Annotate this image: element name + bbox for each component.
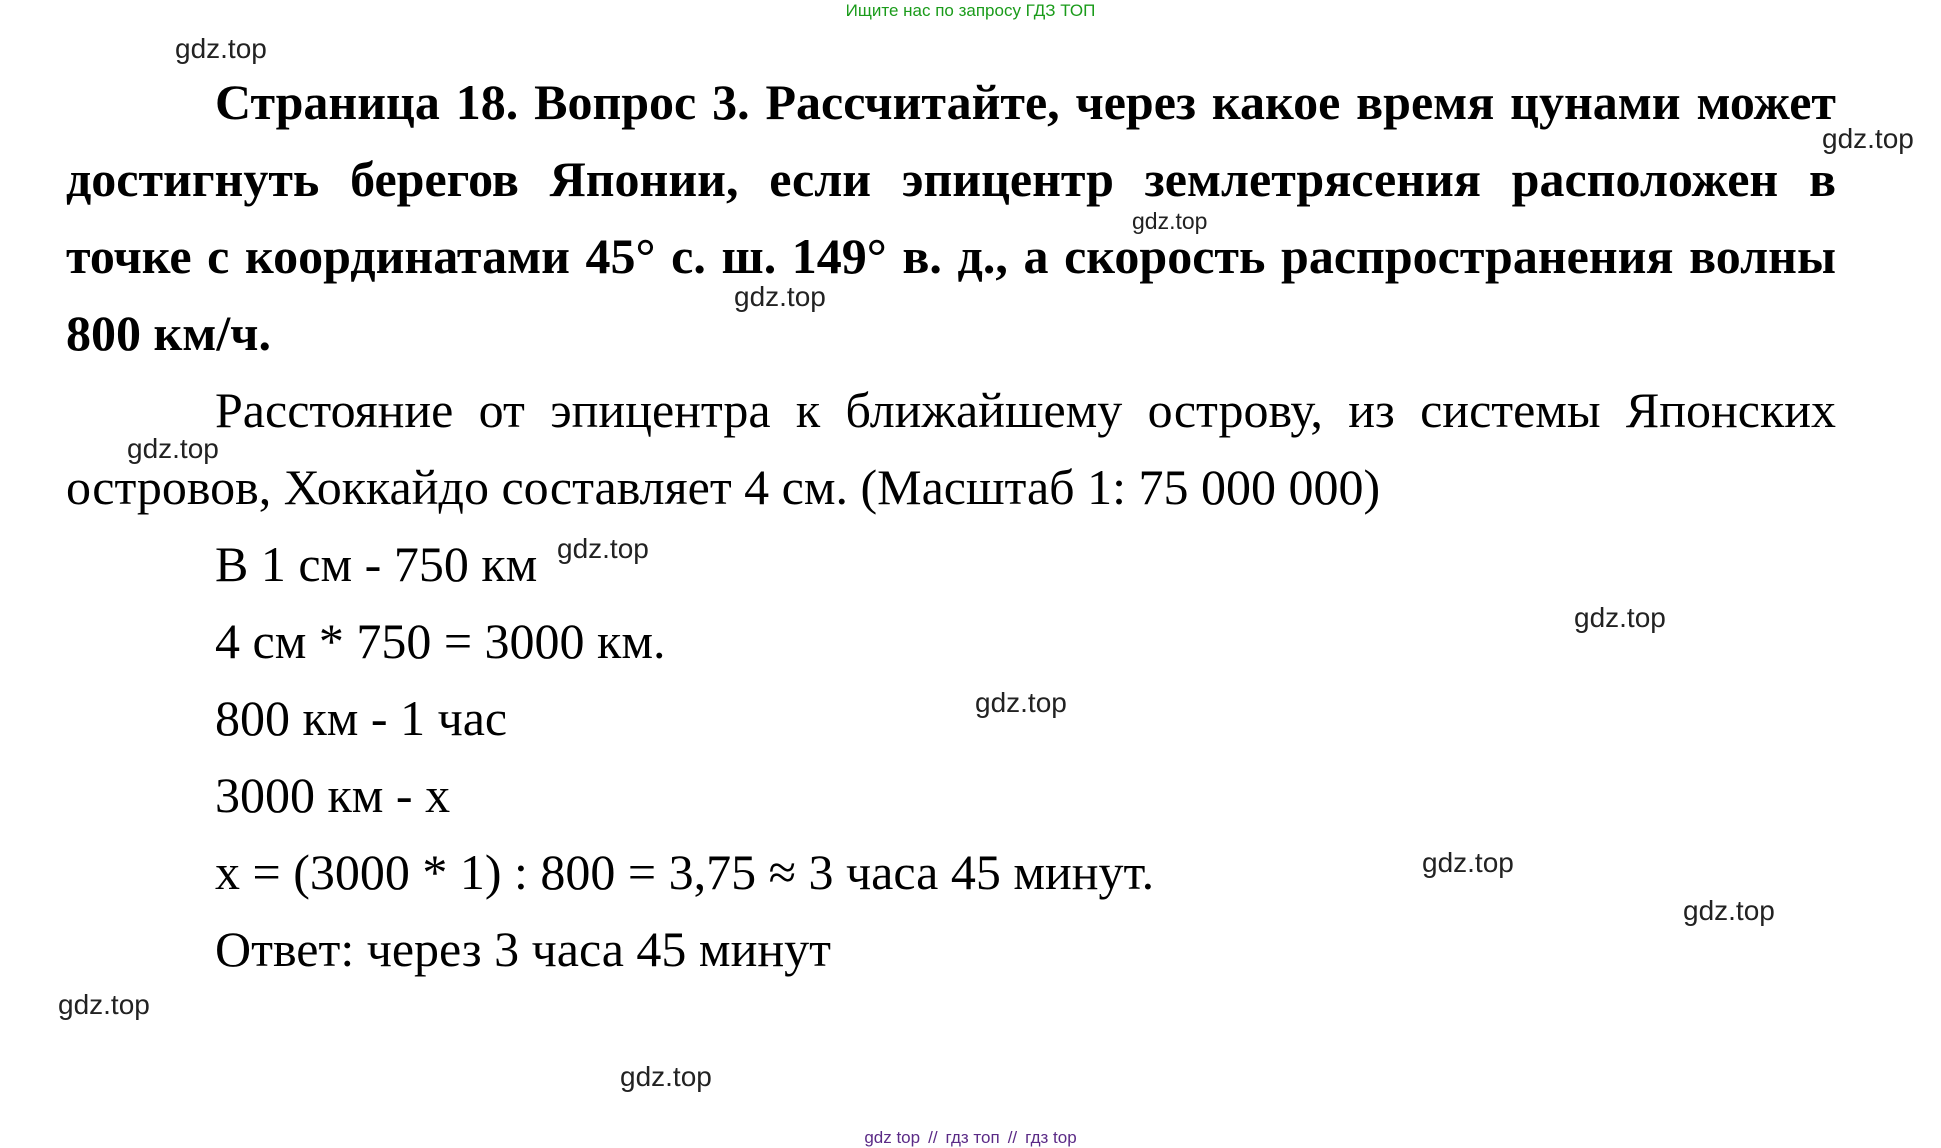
page-content: [66, 64, 1836, 988]
question-text: Страница 18. Вопрос 3. Рассчитайте, через какое время цунами может достигнуть берегов Японии, если эпицентр землетрясения расположен в точке с координатами 45° с. ш. 149° в. д., а скорость распространения волны 800 км/ч.: [66, 74, 1836, 361]
watermark: gdz.top: [975, 687, 1067, 718]
footer-links: [0, 1128, 1941, 1148]
calc-line-1: В 1 см - 750 км: [215, 536, 538, 592]
answer-paragraph: Расстояние от эпицентра к ближайшему острову, из системы Японских островов, Хоккайдо составляет 4 см. (Масштаб 1: 75 000 000): [66, 382, 1836, 515]
calc-line-5: х = (3000 * 1) : 800 = 3,75 ≈ 3 часа 45 минут.: [215, 844, 1155, 900]
footer-separator: //: [1007, 1128, 1018, 1147]
watermark: gdz.top: [557, 533, 649, 564]
calc-line-4: 3000 км - х: [215, 767, 451, 823]
watermark: gdz.top: [734, 281, 826, 312]
search-banner: Ищите нас по запросу ГДЗ ТОП: [845, 1, 1096, 20]
watermark: gdz.top: [1574, 602, 1666, 633]
watermark: gdz.top: [127, 433, 219, 464]
answer-line: Ответ: через 3 часа 45 минут: [215, 921, 831, 977]
watermark: gdz.top: [1132, 208, 1208, 234]
footer-link[interactable]: gdz top: [864, 1128, 921, 1147]
calc-line-3: 800 км - 1 час: [215, 690, 508, 746]
watermark: gdz.top: [58, 989, 150, 1020]
footer-link[interactable]: гдз top: [1025, 1128, 1077, 1147]
watermark: gdz.top: [620, 1061, 712, 1092]
footer-separator: //: [928, 1128, 938, 1147]
watermark: gdz.top: [1683, 895, 1775, 926]
footer-link[interactable]: гдз топ: [945, 1128, 1000, 1147]
watermark: gdz.top: [175, 33, 267, 64]
watermark: gdz.top: [1422, 847, 1514, 878]
watermark: gdz.top: [1822, 123, 1914, 154]
calc-line-2: 4 см * 750 = 3000 км.: [215, 613, 666, 669]
